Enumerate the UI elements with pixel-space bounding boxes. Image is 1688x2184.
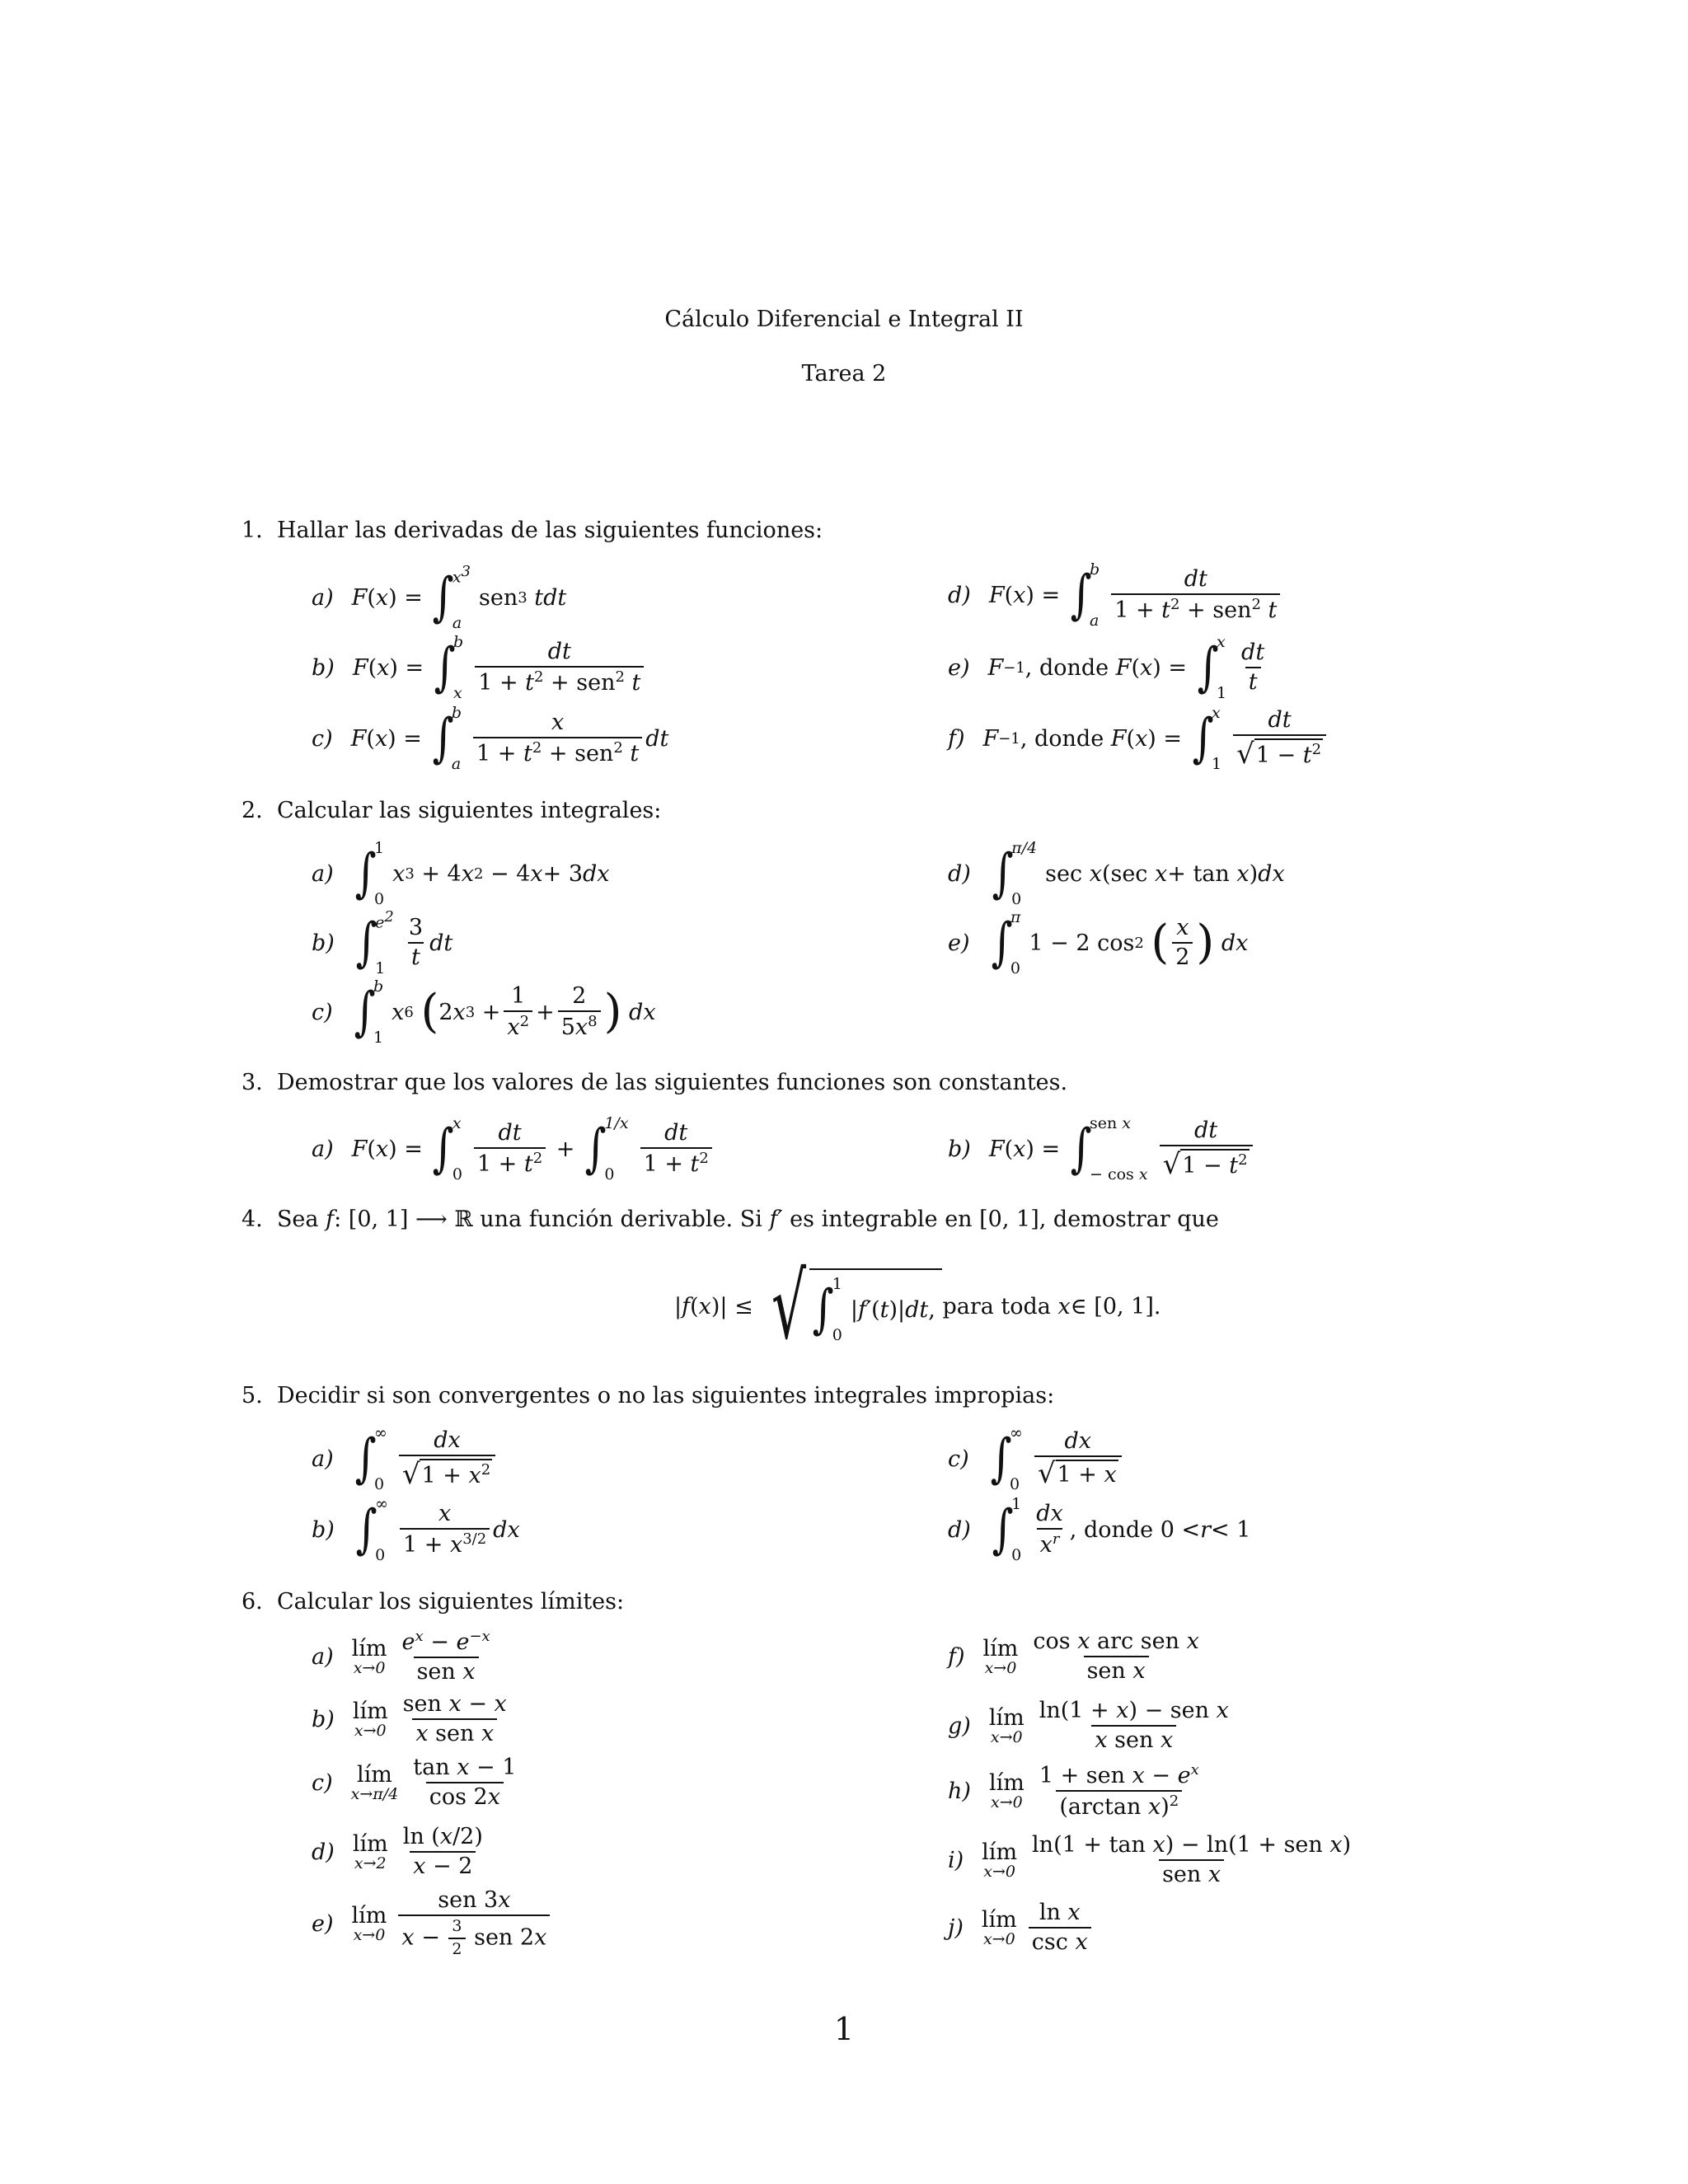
problem-1b: b) F ( x ) = ∫ b x $\frac{dt}{1 + t^2 + sen^2 t}$ <box>312 626 647 709</box>
problem-6j: j) lím x→0 $\frac{\text{ln x}}{\text{csc x}}$ <box>948 1891 1095 1965</box>
problem-3a: a) F ( x ) = ∫ x 0 $\frac{dt}{1 + t^2}$ + ∫ 1/x 0 $\frac{dt}{1 + t^2}$ <box>312 1108 715 1190</box>
problem-1-heading: 1. Hallar las derivadas de las siguientes funciones: <box>241 518 823 543</box>
problem-6b: b) lím x→0 $\frac{\text{sen x − x}}{\text{x sen x}}$ <box>312 1690 507 1746</box>
problem-2-heading: 2. Calcular las siguientes integrales: <box>241 798 662 823</box>
problem-1a: a) F ( x ) = ∫ $x^3$ a sen 3 tdt <box>312 563 567 632</box>
document-title: Cálculo Diferencial e Integral II <box>664 307 1024 332</box>
problem-6f: f) lím x→0 $\frac{\text{cos x arc sen x}}{\text{sen x}}$ <box>948 1628 1199 1684</box>
problem-3b: b) F ( x ) = ∫ sen x − cos x dt √ $1 - t^2$ <box>948 1108 1256 1190</box>
problem-4-heading: 4. Sea f: [0, 1] ⟶ ℝ una función derivable. Si f′ es integrable en [0, 1], demostrar que <box>241 1207 1219 1232</box>
problem-1f: f) F −1 , donde F ( x ) = ∫ x 1 dt √ $1 - t^2$ <box>948 697 1329 780</box>
document-subtitle: Tarea 2 <box>801 361 887 387</box>
problem-2a: a) ∫ 1 0 x 3 + 4 x 2 − 4 x + 3 dx <box>312 839 610 908</box>
problem-6-heading: 6. Calcular los siguientes límites: <box>241 1589 625 1615</box>
problem-1c: c) F ( x ) = ∫ b a $\frac{x}{1 + t^2 + sen^2 t}$ dt <box>312 704 669 773</box>
page-number: 1 <box>833 2011 855 2047</box>
problem-6g: g) lím x→0 $\frac{\text{ln(1 + x) − sen x}}{\text{x sen x}}$ <box>948 1697 1229 1753</box>
problem-2c: c) ∫ b 1 x 6 ( 2 x 3 + $\frac{1}{x^2}$ + $\frac{2}{5x^8}$ ) dx <box>312 977 656 1047</box>
problem-6e: e) lím x→0 sen 3x x − $\frac{3}{2}$ sen 2x <box>312 1882 553 1965</box>
problem-6i: i) lím x→0 $\frac{\text{ln(1 + tan x) − ln(1 + sen x)}}{\text{sen x}}$ <box>948 1831 1352 1887</box>
problem-1e: e) F −1 , donde F ( x ) = ∫ x 1 $\frac{dt}{t}$ <box>948 633 1265 702</box>
problem-5c: c) ∫ ∞ 0 dx √ 1 + x <box>948 1418 1125 1500</box>
problem-4-inequality: | f ( x )| ≤ √ ∫ 1 0 | f′ ( t )| dt , para toda x ∈ [0, 1]. <box>674 1254 1161 1359</box>
problem-2b: b) ∫ $e^2$ 1 $\frac{3}{t}$ dt <box>312 908 453 977</box>
problem-2d: d) ∫ π/4 0 sec x (sec x + tan x ) dx <box>948 839 1285 908</box>
problem-5b: b) ∫ ∞ 0 $\frac{x}{1 + x^{3/2}}$ dx <box>312 1495 520 1564</box>
problem-2e: e) ∫ π 0 1 − 2 cos 2 ( $\frac{x}{2}$ ) dx <box>948 908 1249 977</box>
problem-6c: c) lím x→π/4 $\frac{\text{tan x − 1}}{\cos 2x}$ <box>312 1754 517 1810</box>
problem-5d: d) ∫ 1 0 $\frac{dx}{x^r}$ , donde 0 < r < 1 <box>948 1495 1251 1564</box>
problem-6d: d) lím x→2 $\frac{\ln (x/2)}{x - 2}$ <box>312 1823 483 1879</box>
problem-3-heading: 3. Demostrar que los valores de las siguientes funciones son constantes. <box>241 1070 1068 1095</box>
problem-6a: a) lím x→0 $\frac{e^x - e^{-x}}{\text{sen x}}$ <box>312 1627 490 1685</box>
problem-6h: h) lím x→0 $\frac{1 + sen x - e^x}{(\arctan x)^2}$ <box>948 1760 1199 1820</box>
problem-5a: a) ∫ ∞ 0 dx √ $1 + x^2$ <box>312 1418 499 1500</box>
problem-1d: d) F ( x ) = ∫ b a $\frac{dt}{1 + t^2 + sen^2 t}$ <box>948 554 1283 636</box>
problem-5-heading: 5. Decidir si son convergentes o no las siguientes integrales impropias: <box>241 1383 1055 1408</box>
